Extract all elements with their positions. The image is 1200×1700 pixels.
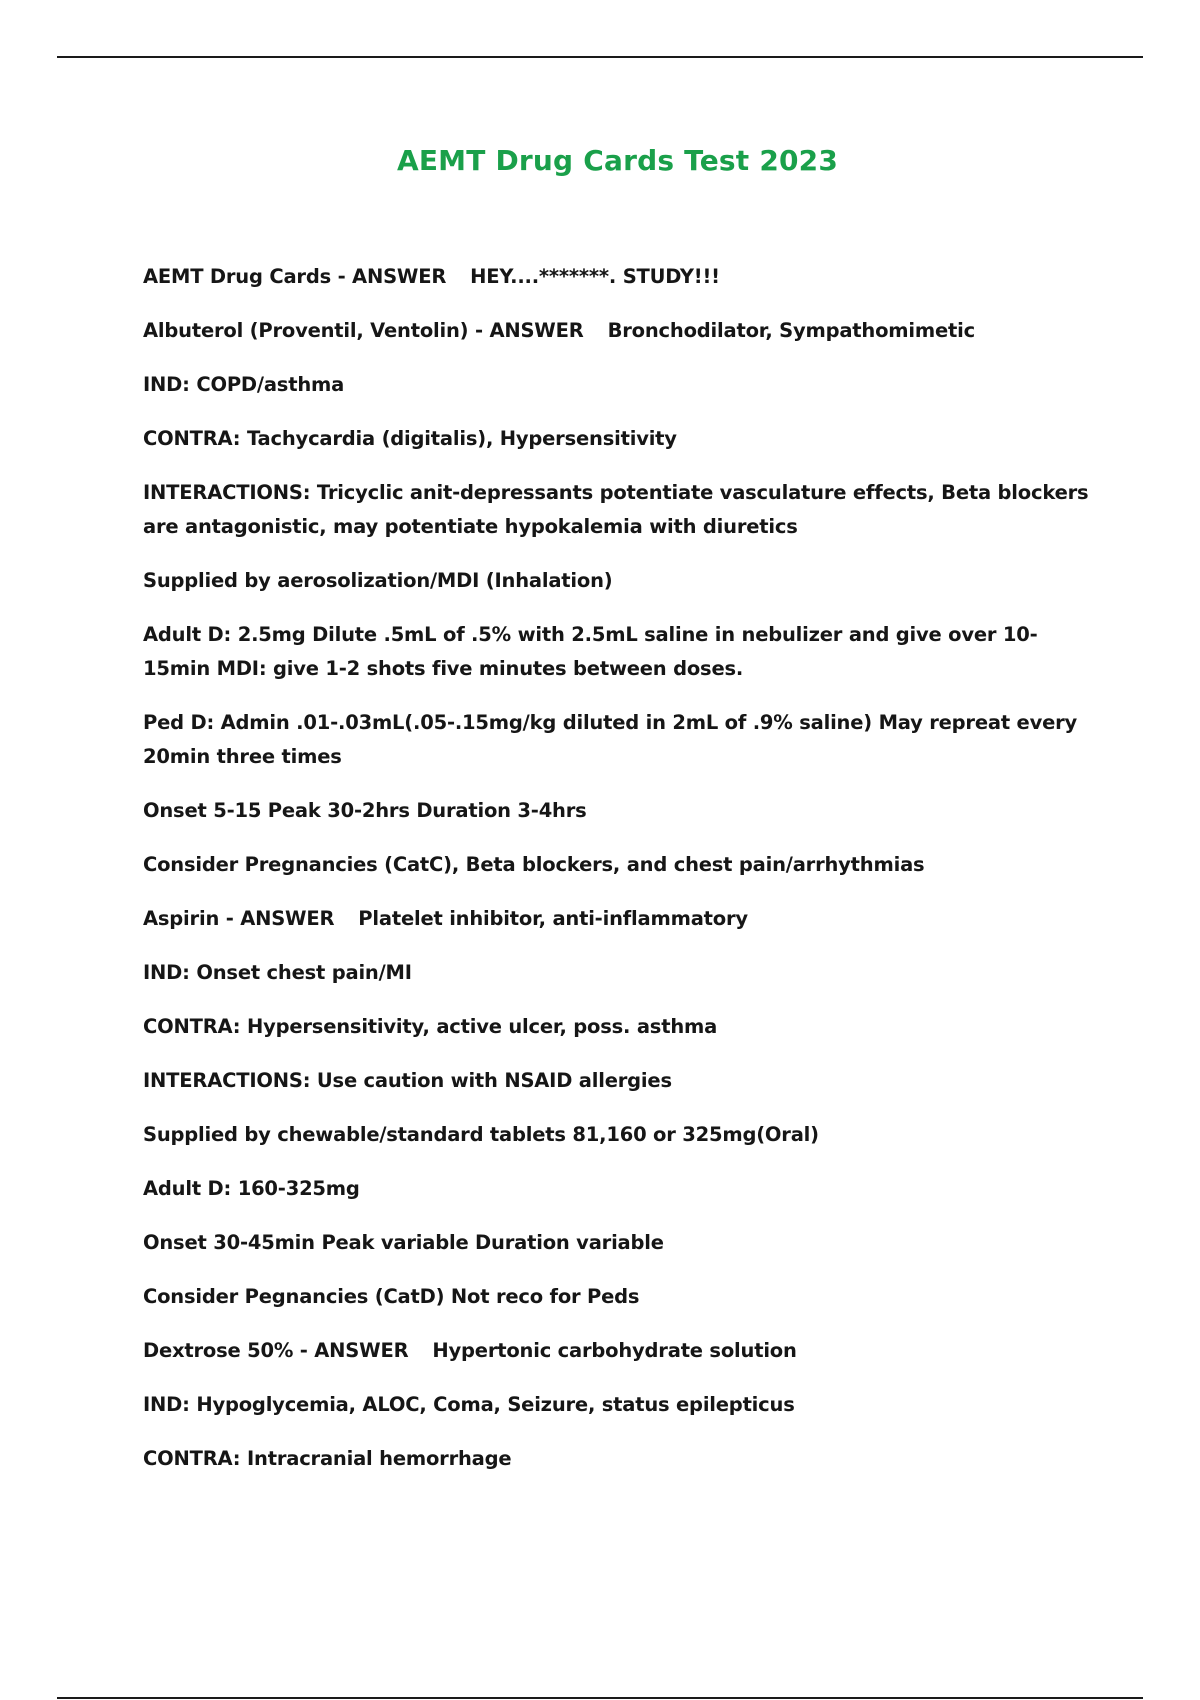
text-line: CONTRA: Intracranial hemorrhage <box>143 1447 512 1470</box>
text-line: Supplied by chewable/standard tablets 81,160 or 325mg(Oral) <box>143 1123 819 1146</box>
answer: Bronchodilator, Sympathomimetic <box>607 319 976 342</box>
answer: Platelet inhibitor, anti-inflammatory <box>358 907 748 930</box>
top-rule <box>57 56 1143 58</box>
term: Dextrose 50% - ANSWER <box>143 1339 409 1362</box>
text-line: INTERACTIONS: Use caution with NSAID allergies <box>143 1069 672 1092</box>
text-line: Consider Pregnancies (CatC), Beta blockers, and chest pain/arrhythmias <box>143 853 925 876</box>
term: AEMT Drug Cards - ANSWER <box>143 265 447 288</box>
term: Aspirin - ANSWER <box>143 907 335 930</box>
text-line: CONTRA: Tachycardia (digitalis), Hypersensitivity <box>143 427 677 450</box>
answer: HEY....*******. STUDY!!! <box>470 265 720 288</box>
text-line: Adult D: 2.5mg Dilute .5mL of .5% with 2.5mL saline in nebulizer and give over 10-15min MDI: give 1-2 shots five minutes between doses. <box>143 623 1038 680</box>
text-line: Supplied by aerosolization/MDI (Inhalation) <box>143 569 613 592</box>
answer: Hypertonic carbohydrate solution <box>432 1339 797 1362</box>
qa-line <box>143 1334 1103 1388</box>
text-line: IND: Hypoglycemia, ALOC, Coma, Seizure, status epilepticus <box>143 1393 795 1416</box>
document-title: AEMT Drug Cards Test 2023 <box>396 144 839 177</box>
text-line: INTERACTIONS: Tricyclic anit-depressants potentiate vasculature effects, Beta blockers are antagonistic, may potentiate hypokalemia with diuretics <box>143 481 1089 538</box>
text-line: Consider Pegnancies (CatD) Not reco for Peds <box>143 1285 640 1308</box>
text-line: IND: Onset chest pain/MI <box>143 961 412 984</box>
qa-line <box>143 314 1103 368</box>
text-line: Adult D: 160-325mg <box>143 1177 360 1200</box>
qa-line <box>143 902 1103 956</box>
text-line: Ped D: Admin .01-.03mL(.05-.15mg/kg diluted in 2mL of .9% saline) May repreat every 20min three times <box>143 711 1078 768</box>
bottom-rule <box>57 1697 1143 1699</box>
text-line: CONTRA: Hypersensitivity, active ulcer, poss. asthma <box>143 1015 718 1038</box>
qa-line <box>143 260 1103 314</box>
text-line: Onset 30-45min Peak variable Duration variable <box>143 1231 664 1254</box>
text-line: IND: COPD/asthma <box>143 373 345 396</box>
term: Albuterol (Proventil, Ventolin) - ANSWER <box>143 319 584 342</box>
text-line: Onset 5-15 Peak 30-2hrs Duration 3-4hrs <box>143 799 587 822</box>
document-body <box>143 260 1103 1476</box>
